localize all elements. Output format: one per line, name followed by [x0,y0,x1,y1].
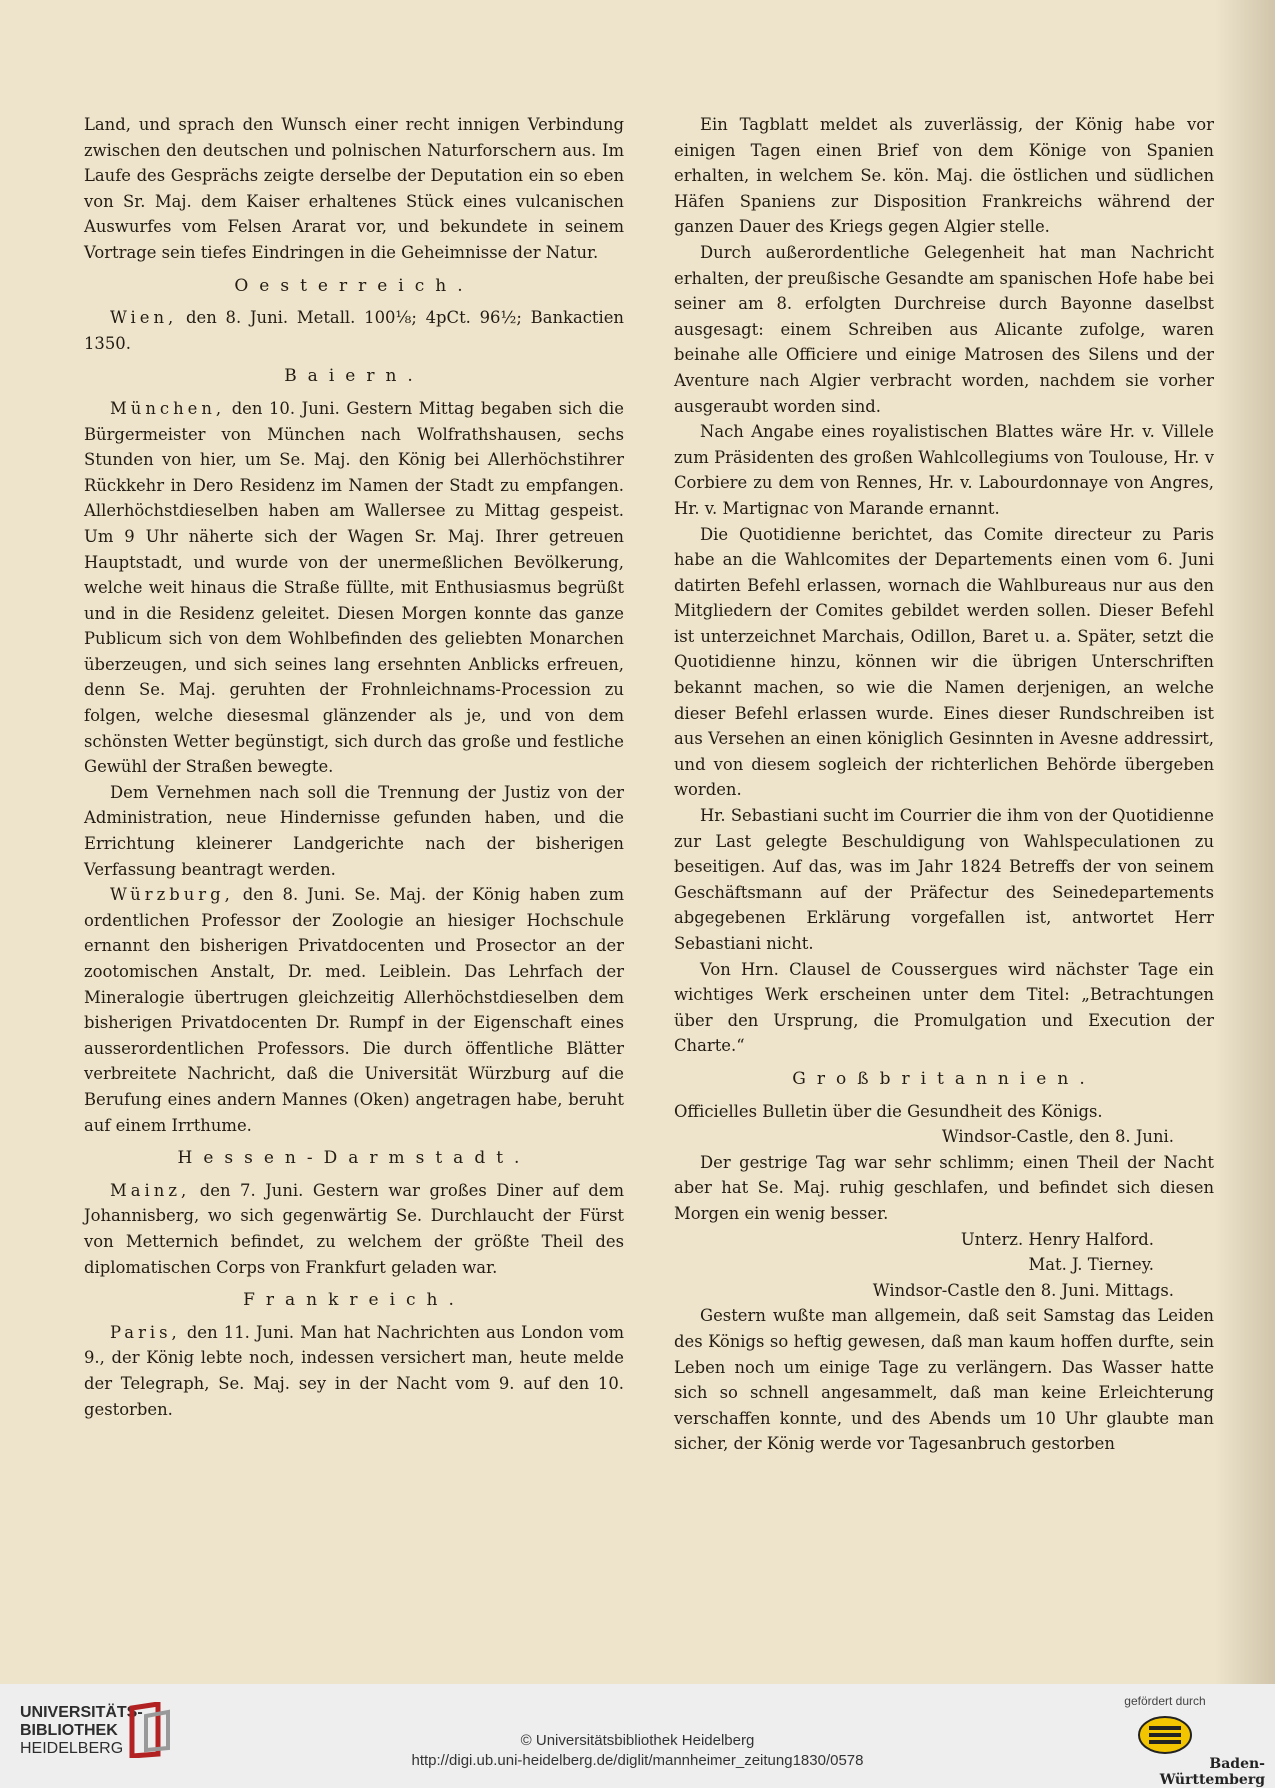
article-paragraph: Von Hrn. Clausel de Coussergues wird nächster Tage ein wichtiges Werk erscheinen unter dem Titel: „Betrachtungen über den Ursprung, die Promulgation und Execution der Charte.“ [674,959,1214,1056]
logo-line: BIBLIOTHEK [20,1722,118,1739]
section-heading-grossbritannien: Großbritannien. [792,1068,1096,1089]
section-heading-hessen: Hessen-Darmstadt. [177,1148,531,1169]
place-name: Mainz, [110,1180,191,1200]
article-paragraph: Die Quotidienne berichtet, das Comite directeur zu Paris habe an die Wahlcomites der Departements einen vom 6. Juni datirten Befehl erlassen, wornach die Wahlbureaus nur aus den Mitgliedern der Comites gebildet werden sollen. Dieser Befehl ist unterzeichnet Marchais, Odillon, Baret u. a. Später, setzt die Quotidienne hinzu, können wir die übrigen Unterschriften bekannt machen, so wie die Namen derjenigen, an welche dieser Befehl erlassen wurde. Eines dieser Rundschreiben ist aus Versehen an einen königlich Gesinnten in Avesne addressirt, und von diesem sogleich der richterlichen Behörde übergeben worden. [674,524,1214,800]
place-name: Würzburg, [110,885,234,905]
signature-line: Mat. J. Tierney. [1028,1255,1154,1275]
article-paragraph [84,396,624,780]
logo-line: UNIVERSITÄTS- [20,1704,143,1721]
copyright-notice: © Universitätsbibliothek Heidelberg [520,1732,755,1749]
section-heading-baiern: Baiern. [284,366,424,387]
article-paragraph: Der gestrige Tag war sehr schlimm; einen Theil der Nacht aber hat Se. Maj. ruhig geschlafen, und befindet sich diesen Morgen ein wenig besser. [674,1152,1214,1223]
section-heading-oesterreich: Oesterreich. [234,275,474,296]
source-url-link[interactable]: http://digi.ub.uni-heidelberg.de/diglit/mannheimer_zeitung1830/0578 [411,1752,864,1769]
article-paragraph: Hr. Sebastiani sucht im Courrier die ihm von der Quotidienne zur Last gelegte Beschuldigung von Wahlspeculationen zu beseitigen. Auf das, was im Jahr 1824 Betreffs der von seinem Geschäftsmann auf der Präfectur des Seinedepartements abgegebenen Erklärung vorgefallen ist, antwortet Herr Sebastiani nicht. [674,806,1214,953]
page-edge-shadow [1215,0,1275,1684]
article-paragraph: Land, und sprach den Wunsch einer recht innigen Verbindung zwischen den deutschen und polnischen Naturforschern aus. Im Laufe des Gesprächs zeigte derselbe der Deputation ein so eben von Sr. Maj. dem Kaiser erhaltenes Stück eines vulcanischen Auswurfes vom Felsen Ararat vor, und bekundete in seinem Vortrage sein tiefes Eindringen in die Geheimnisse der Natur. [84,115,624,262]
library-logo-icon [128,1702,172,1758]
article-paragraph: Ein Tagblatt meldet als zuverlässig, der König habe vor einigen Tagen einen Brief von dem Könige von Spanien erhalten, in welchem Se. kön. Maj. die östlichen und südlichen Häfen Spaniens zur Disposition Frankreichs während der ganzen Dauer des Kriegs gegen Algier stelle. [674,115,1214,237]
article-text: den 7. Juni. Gestern war großes Diner auf dem Johannisberg, wo sich gegenwärtig Se. Durchlaucht der Fürst von Metternich befindet, zu welchem der größte Theil des diplomatischen Corps von Frankfurt geladen war. [84,1180,624,1277]
baden-wuerttemberg-label: Baden-Württemberg [1159,1756,1265,1788]
article-paragraph [84,1178,624,1280]
article-paragraph: Gestern wußte man allgemein, daß seit Samstag das Leiden des Königs so heftig gewesen, daß man kaum hoffen durfte, sein Leben noch um einige Tage zu verlängern. Das Wasser hatte sich so schnell angesammelt, daß man keine Erleichterung verschaffen konnte, und des Abends um 10 Uhr glaubte man sicher, der König werde vor Tagesanbruch gestorben [674,1306,1214,1454]
library-logo-text [20,1704,143,1758]
place-name: Wien, [110,308,178,328]
place-name: München, [110,398,226,418]
article-paragraph: Nach Angabe eines royalistischen Blattes wäre Hr. v. Villele zum Präsidenten des großen Wahlcollegiums von Toulouse, Hr. v Corbiere zu dem von Rennes, Hr. v. Labourdonnaye von Angres, Hr. v. Martignac von Marande ernannt. [674,422,1214,518]
baden-wuerttemberg-crest-icon [1135,1714,1195,1756]
article-text: den 8. Juni. Metall. 100⅛; 4pCt. 96½; Bankactien 1350. [84,308,624,353]
article-paragraph [84,1320,624,1422]
article-paragraph: Dem Vernehmen nach soll die Trennung der Justiz von der Administration, neue Hindernisse gefunden haben, und die Errichtung kleinerer Landgerichte nach der bisherigen Verfassung beantragt werden. [84,782,624,879]
bulletin-title: Officielles Bulletin über die Gesundheit des Königs. [674,1101,1103,1121]
article-paragraph [84,305,624,356]
signature-line: Unterz. Henry Halford. [960,1229,1154,1249]
funded-by-label: gefördert durch [1124,1694,1206,1708]
article-text: den 8. Juni. Se. Maj. der König haben zum ordentlichen Professor der Zoologie an hiesiger Hochschule ernannt den bisherigen Privatdocenten und Prosector an der zootomischen Anstalt, Dr. med. Leiblein. Das Lehrfach der Mineralogie übertrugen gleichzeitig Allerhöchstdieselben dem bisherigen Privatdocenten Dr. Rumpf in der Eigenschaft eines ausserordentlichen Professors. Die durch öffentliche Blätter verbreitete Nachricht, daß die Universität Würzburg auf die Berufung eines andern Mannes (Oken) angetragen habe, beruht auf einem Irrthume. [84,885,624,1135]
article-paragraph: Durch außerordentliche Gelegenheit hat man Nachricht erhalten, der preußische Gesandte am spanischen Hofe habe bei seiner am 8. erfolgten Durchreise durch Bayonne daselbst ausgesagt: einem Schreiben aus Alicante zufolge, waren beinahe alle Officiere und einige Matrosen des Silens und der Aventure nach Algier verbracht worden, nachdem sie vorher ausgeraubt worden sind. [674,242,1214,416]
place-name: Paris, [110,1322,181,1342]
section-heading-frankreich: Frankreich. [243,1290,465,1311]
article-paragraph [84,882,624,1138]
right-column [674,112,1214,1457]
library-footer [0,1684,1275,1788]
dateline: Windsor-Castle den 8. Juni. Mittags. [872,1280,1174,1300]
dateline: Windsor-Castle, den 8. Juni. [941,1127,1174,1147]
article-text: den 10. Juni. Gestern Mittag begaben sich die Bürgermeister von München nach Wolfrathshausen, sechs Stunden von hier, um Se. Maj. den König bei Allerhöchstihrer Rückkehr in Dero Residenz im Namen der Stadt zu empfangen. Allerhöchstdieselben haben am Wallersee zu Mittag gespeist. Um 9 Uhr näherte sich der Wagen Sr. Maj. Ihrer getreuen Hauptstadt, und wurde von der unermeßlichen Bevölkerung, welche weit hinaus die Straße füllte, mit Enthusiasmus begrüßt und in die Residenz geleitet. Diesen Morgen konnte das ganze Publicum sich von dem Wohlbefinden des geliebten Monarchen überzeugen, und sich seines lang ersehnten Anblicks erfreuen, denn Se. Maj. geruhten der Frohnleichnams-Procession zu folgen, welche diesesmal glänzender als je, und von dem schönsten Wetter begünstigt, sich durch das große und festliche Gewühl der Straßen bewegte. [84,398,624,777]
logo-line: HEIDELBERG [20,1740,124,1757]
article-text: den 11. Juni. Man hat Nachrichten aus London vom 9., der König lebte noch, indessen versichert man, heute melde der Telegraph, Se. Maj. sey in der Nacht vom 9. auf den 10. gestorben. [84,1322,624,1419]
left-column [84,112,624,1422]
